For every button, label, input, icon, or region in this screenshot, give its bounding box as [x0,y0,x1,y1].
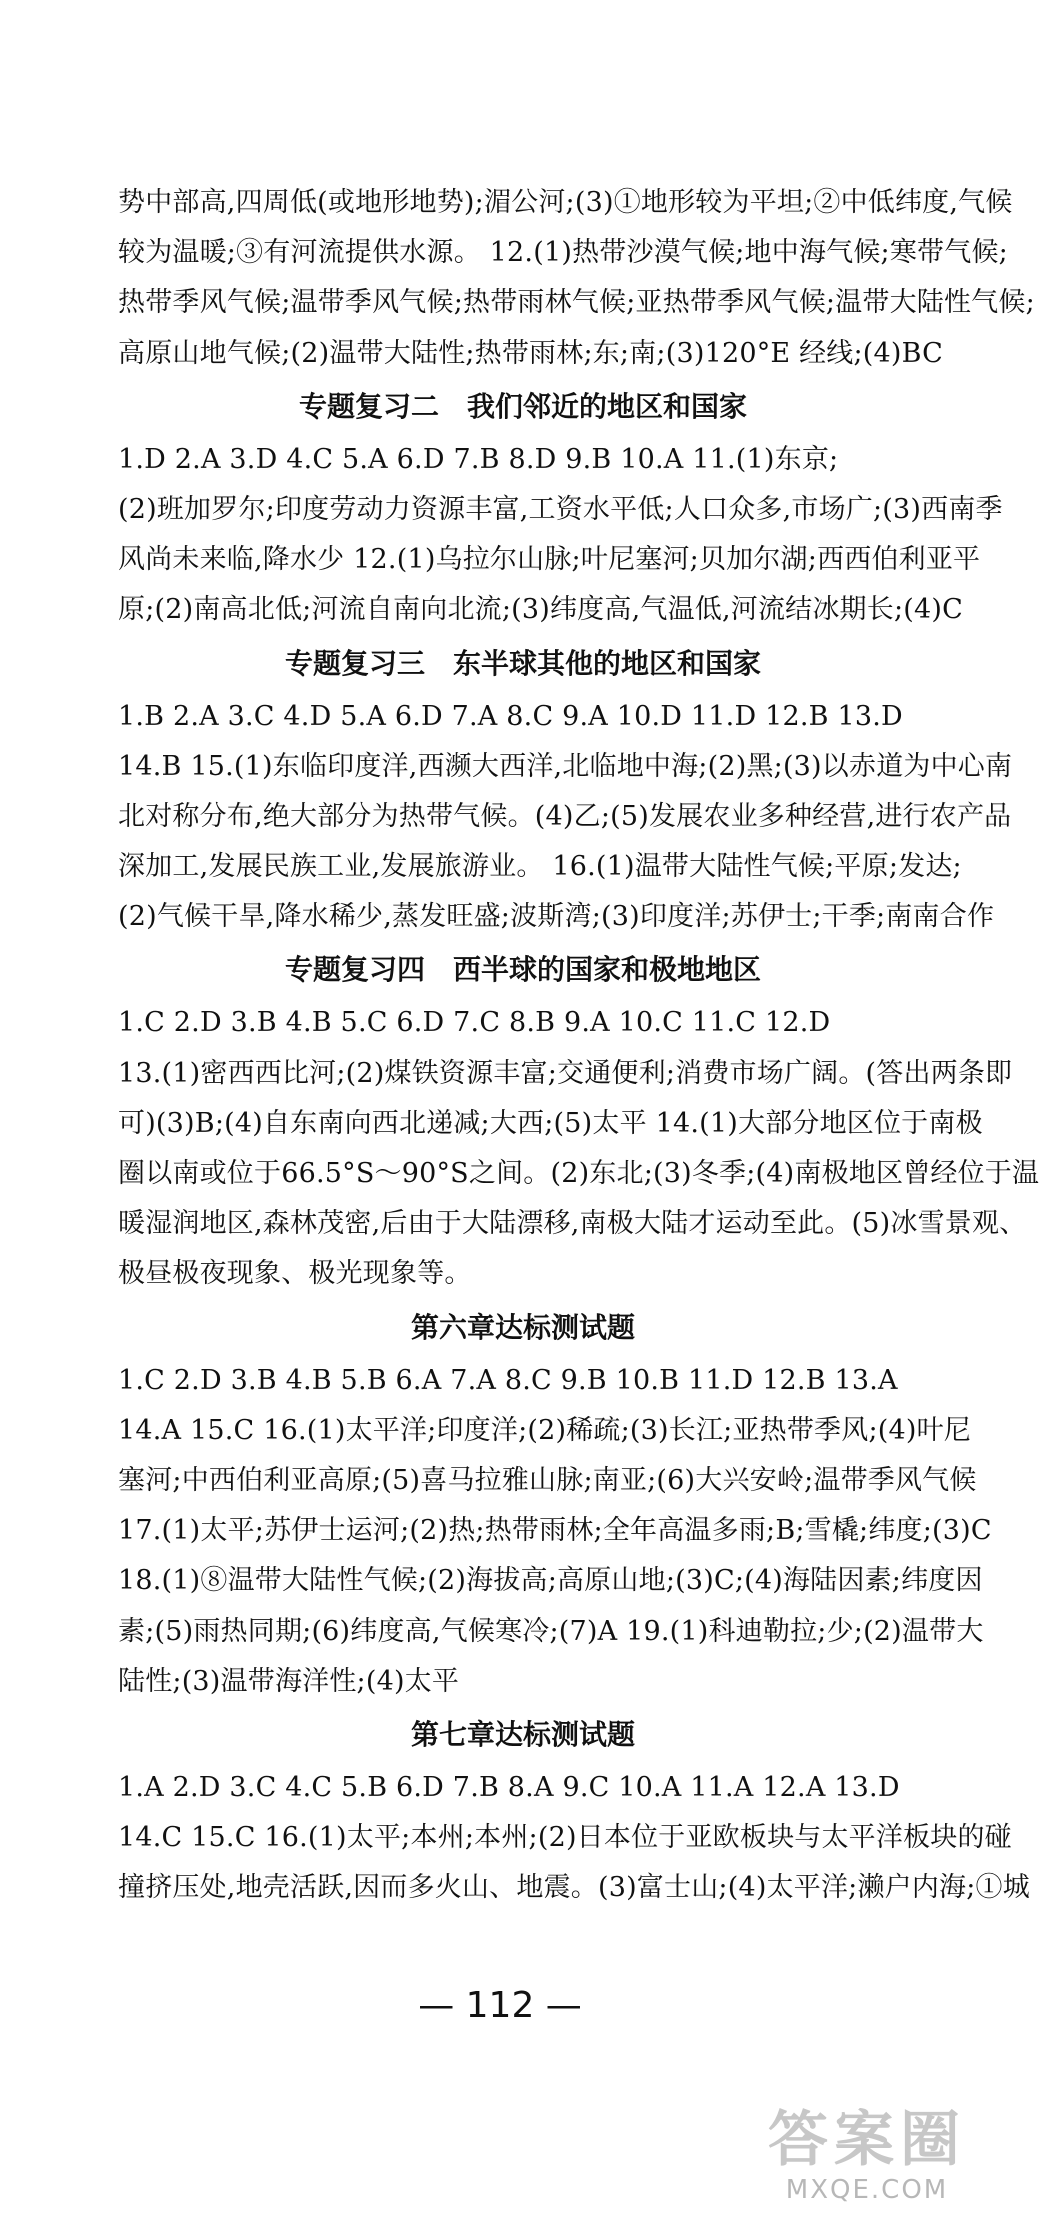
answer-line: 可)(3)B;(4)自东南向西北递减;大西;(5)太平 14.(1)大部分地区位于南极 [118,1107,983,1139]
section-heading: 专题复习三 东半球其他的地区和国家 [284,646,761,680]
answer-line: 高原山地气候;(2)温带大陆性;热带雨林;东;南;(3)120°E 经线;(4)BC [118,337,944,369]
answer-line: 陆性;(3)温带海洋性;(4)太平 [118,1665,460,1697]
answer-line: 素;(5)雨热同期;(6)纬度高,气候寒冷;(7)A 19.(1)科迪勒拉;少;(2)温带大 [118,1615,984,1647]
answer-line: 13.(1)密西西比河;(2)煤铁资源丰富;交通便利;消费市场广阔。(答出两条即 [118,1057,1013,1089]
answer-line: 原;(2)南高北低;河流自南向北流;(3)纬度高,气温低,河流结冰期长;(4)C [118,594,963,626]
answer-line: 14.A 15.C 16.(1)太平洋;印度洋;(2)稀疏;(3)长江;亚热带季风;(4)叶尼 [118,1414,972,1446]
answer-line: 18.(1)⑧温带大陆性气候;(2)海拔高;高原山地;(3)C;(4)海陆因素;纬度因 [118,1565,983,1597]
section-heading: 专题复习二 我们邻近的地区和国家 [298,389,747,423]
answer-line: 暖湿润地区,森林茂密,后由于大陆漂移,南极大陆才运动至此。(5)冰雪景观、 [118,1208,1027,1240]
answer-line: 深加工,发展民族工业,发展旅游业。 16.(1)温带大陆性气候;平原;发达; [118,851,962,883]
answer-line: 圈以南或位于66.5°S～90°S之间。(2)东北;(3)冬季;(4)南极地区曾经位于温 [118,1158,1039,1189]
answer-line: 1.A 2.D 3.C 4.C 5.B 6.D 7.B 8.A 9.C 10.A 11.A 12.A 13.D [118,1771,900,1803]
answer-line: 1.C 2.D 3.B 4.B 5.C 6.D 7.C 8.B 9.A 10.C 11.C 12.D [118,1007,831,1039]
watermark-logo [742,2105,992,2215]
answer-line: 1.C 2.D 3.B 4.B 5.B 6.A 7.A 8.C 9.B 10.B 11.D 12.B 13.A [118,1364,898,1396]
answer-line: 14.C 15.C 16.(1)太平;本州;本州;(2)日本位于亚欧板块与太平洋板块的碰 [118,1822,1012,1854]
answer-line: 风尚未来临,降水少 12.(1)乌拉尔山脉;叶尼塞河;贝加尔湖;西西伯利亚平 [118,544,981,576]
section-heading: 第六章达标测试题 [410,1310,635,1344]
answer-line: 17.(1)太平;苏伊士运河;(2)热;热带雨林;全年高温多雨;B;雪橇;纬度;(3)C [118,1515,992,1547]
answer-line: 塞河;中西伯利亚高原;(5)喜马拉雅山脉;南亚;(6)大兴安岭;温带季风气候 [118,1464,977,1496]
answer-line: 极昼极夜现象、极光现象等。 [118,1258,472,1290]
answer-line: 1.D 2.A 3.D 4.C 5.A 6.D 7.B 8.D 9.B 10.A 11.(1)东京; [118,443,839,475]
answer-line: 较为温暖;③有河流提供水源。 12.(1)热带沙漠气候;地中海气候;寒带气候; [118,237,1008,269]
answer-line: (2)气候干旱,降水稀少,蒸发旺盛;波斯湾;(3)印度洋;苏伊士;干季;南南合作 [118,901,995,933]
answer-line: 1.B 2.A 3.C 4.D 5.A 6.D 7.A 8.C 9.A 10.D 11.D 12.B 13.D [118,700,903,732]
page-number: — 112 — [418,1985,582,2026]
section-heading: 第七章达标测试题 [410,1717,635,1751]
section-heading: 专题复习四 西半球的国家和极地地区 [284,953,761,987]
answer-line: 北对称分布,绝大部分为热带气候。(4)乙;(5)发展农业多种经营,进行农产品 [118,800,1012,832]
answer-line: 势中部高,四周低(或地形地势);湄公河;(3)①地形较为平坦;②中低纬度,气候 [118,187,1013,218]
answer-line: 14.B 15.(1)东临印度洋,西濒大西洋,北临地中海;(2)黑;(3)以赤道为中心南 [118,750,1013,782]
answer-content [118,178,1039,1913]
watermark-main-text: 答案圈 [768,2105,966,2175]
answer-line: (2)班加罗尔;印度劳动力资源丰富,工资水平低;人口众多,市场广;(3)西南季 [118,493,1003,525]
watermark-url-text: MXQE.COM [785,2175,949,2205]
answer-line: 撞挤压处,地壳活跃,因而多火山、地震。(3)富士山;(4)太平洋;濑户内海;①城 [118,1872,1030,1904]
answer-line: 热带季风气候;温带季风气候;热带雨林气候;亚热带季风气候;温带大陆性气候; [118,287,1035,319]
